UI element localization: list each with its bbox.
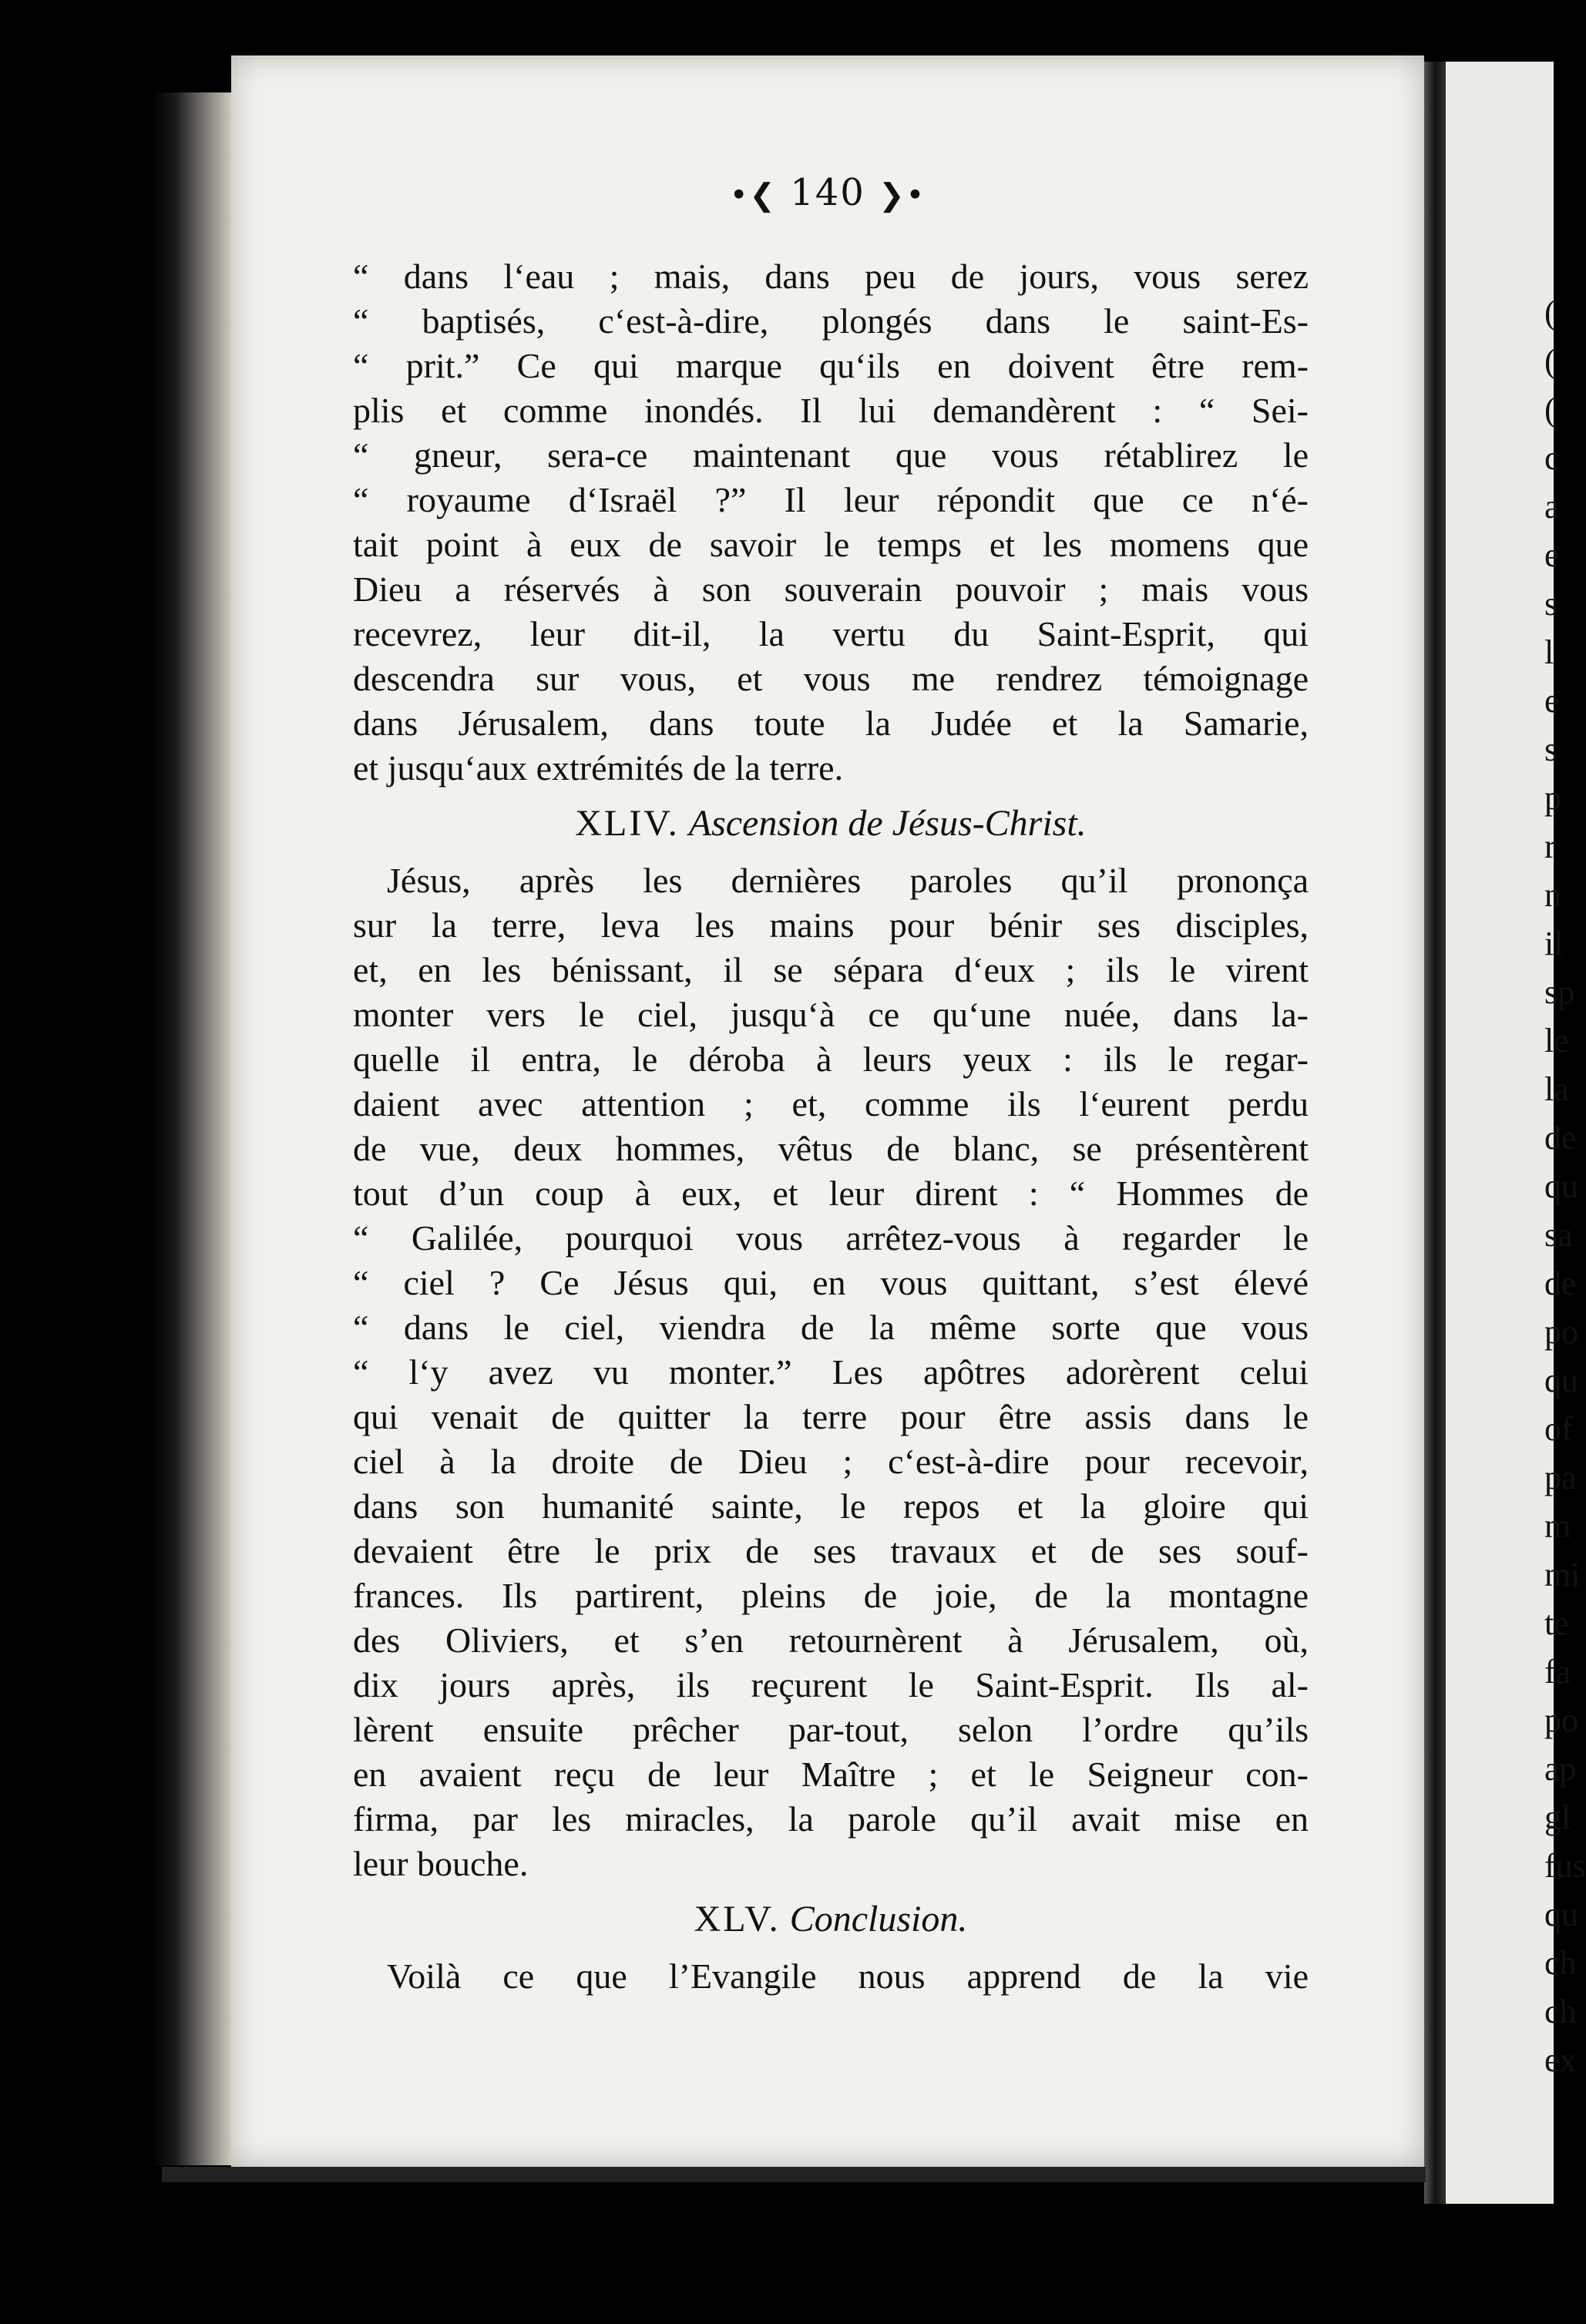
book-gutter — [1424, 62, 1446, 2204]
facing-page-fragment: ch — [1544, 1944, 1577, 1982]
text-line: “ dans le ciel, viendra de la même sorte que vous — [353, 1308, 1309, 1347]
facing-page-fragment: qu — [1544, 1362, 1578, 1399]
section-title: Conclusion. — [789, 1899, 968, 1939]
page-number: 140 — [790, 171, 865, 214]
facing-page-fragment: ( — [1544, 391, 1556, 428]
facing-page-fragment: ( — [1544, 342, 1556, 380]
section-heading-45 — [353, 1897, 1309, 1942]
text-line: dix jours après, ils reçurent le Saint-Esprit. Ils al- — [353, 1665, 1309, 1704]
text-line: des Oliviers, et s’en retournèrent à Jérusalem, où, — [353, 1620, 1309, 1660]
text-line: “ Galilée, pourquoi vous arrêtez-vous à regarder le — [353, 1218, 1309, 1258]
text-line: de vue, deux hommes, vêtus de blanc, se présentèrent — [353, 1129, 1309, 1168]
facing-page-fragment: e — [1544, 536, 1560, 574]
facing-page-fragment: l — [1544, 633, 1554, 671]
text-line: frances. Ils partirent, pleins de joie, de la montagne — [353, 1576, 1309, 1615]
facing-page-fragment: a — [1544, 488, 1560, 526]
facing-page-fragment: mi — [1544, 1556, 1581, 1594]
text-line: leur bouche. — [353, 1844, 529, 1883]
text-line: dans Jérusalem, dans toute la Judée et la Samarie, — [353, 704, 1309, 743]
page-bottom-edge — [162, 2167, 1426, 2182]
paragraph-3 — [353, 1954, 1309, 1999]
facing-page-fragment: fa — [1544, 1653, 1571, 1691]
text-line: plis et comme inondés. Il lui demandèrent : “ Sei- — [353, 391, 1309, 430]
ornament-left-icon: •❮ — [729, 177, 777, 213]
facing-page-fragment: po — [1544, 1701, 1578, 1739]
text-line: “ royaume d‘Israël ?” Il leur répondit que ce n‘é- — [353, 480, 1309, 519]
facing-page-edge — [1446, 62, 1554, 2204]
facing-page-fragment: ch — [1544, 1993, 1577, 2030]
facing-page-fragment: sa — [1544, 1216, 1573, 1254]
facing-page-fragment: le — [1544, 1022, 1569, 1060]
section-number: XLV. — [694, 1899, 781, 1939]
section-number: XLIV. — [575, 803, 680, 844]
section-title: Ascension de Jésus-Christ. — [688, 803, 1087, 844]
text-line: quelle il entra, le déroba à leurs yeux : ils le regar- — [353, 1039, 1309, 1079]
text-line: en avaient reçu de leur Maître ; et le Seigneur con- — [353, 1755, 1309, 1794]
facing-page-fragment: ex — [1544, 2041, 1577, 2079]
facing-page-fragment: n — [1544, 876, 1561, 914]
facing-page-fragment: sp — [1544, 973, 1575, 1011]
text-line: lèrent ensuite prêcher par-tout, selon l’ordre qu’ils — [353, 1710, 1309, 1749]
text-line: et, en les bénissant, il se sépara d‘eux ; ils le virent — [353, 950, 1309, 989]
facing-page-fragment: s — [1544, 585, 1558, 623]
facing-page-fragment: qu — [1544, 1896, 1578, 1933]
text-line: “ dans l‘eau ; mais, dans peu de jours, vous serez — [353, 257, 1309, 296]
text-line: “ gneur, sera-ce maintenant que vous rétablirez le — [353, 435, 1309, 475]
facing-page-fragment: fus — [1544, 1847, 1586, 1885]
page-body — [353, 254, 1309, 1999]
text-line: firma, par les miracles, la parole qu’il avait mise en — [353, 1799, 1309, 1839]
facing-page-fragment: de — [1544, 1264, 1577, 1302]
text-line: Dieu a réservés à son souverain pouvoir ; mais vous — [353, 569, 1309, 609]
text-line: tait point à eux de savoir le temps et les momens que — [353, 525, 1309, 564]
ornament-right-icon: ❯• — [879, 177, 926, 213]
facing-page-fragment: la — [1544, 1070, 1569, 1108]
text-line: tout d’un coup à eux, et leur dirent : “ Hommes de — [353, 1174, 1309, 1213]
facing-page-fragment: ap — [1544, 1750, 1577, 1788]
facing-page-fragment: s — [1544, 730, 1558, 768]
section-heading-44 — [353, 801, 1309, 846]
text-line: Jésus, après les dernières paroles qu’il prononça — [387, 861, 1309, 900]
text-line: qui venait de quitter la terre pour être assis dans le — [353, 1397, 1309, 1436]
facing-page-fragment: m — [1544, 1507, 1571, 1545]
facing-page-fragment: il — [1544, 925, 1564, 962]
text-line: sur la terre, leva les mains pour bénir ses disciples, — [353, 905, 1309, 945]
facing-page-fragment: p — [1544, 779, 1561, 817]
facing-page-fragment: gl — [1544, 1798, 1571, 1836]
page-header — [231, 171, 1424, 214]
text-line: devaient être le prix de ses travaux et de ses souf- — [353, 1531, 1309, 1570]
text-line: descendra sur vous, et vous me rendrez témoignage — [353, 659, 1309, 698]
facing-page-fragment: de — [1544, 1119, 1577, 1157]
text-line: “ l‘y avez vu monter.” Les apôtres adorèrent celui — [353, 1352, 1309, 1392]
text-line: “ prit.” Ce qui marque qu‘ils en doivent être rem- — [353, 346, 1309, 385]
text-line: “ ciel ? Ce Jésus qui, en vous quittant, s’est élevé — [353, 1263, 1309, 1302]
facing-page-fragment: ( — [1544, 294, 1556, 331]
paragraph-1 — [353, 254, 1309, 791]
facing-page-fragment: qu — [1544, 1167, 1578, 1205]
facing-page-fragment: c — [1544, 439, 1560, 477]
text-line: ciel à la droite de Dieu ; c‘est-à-dire pour recevoir, — [353, 1442, 1309, 1481]
text-line: recevrez, leur dit-il, la vertu du Saint-Esprit, qui — [353, 614, 1309, 653]
text-line: dans son humanité sainte, le repos et la gloire qui — [353, 1486, 1309, 1526]
page-left-edge — [151, 92, 231, 2165]
facing-page-fragment: te — [1544, 1604, 1569, 1642]
text-line: daient avec attention ; et, comme ils l‘eurent perdu — [353, 1084, 1309, 1123]
paragraph-2 — [353, 858, 1309, 1886]
facing-page-fragment: of — [1544, 1410, 1573, 1448]
facing-page-fragment: po — [1544, 1313, 1578, 1351]
text-line: monter vers le ciel, jusqu‘à ce qu‘une nuée, dans la- — [353, 995, 1309, 1034]
text-line: “ baptisés, c‘est-à-dire, plongés dans le saint-Es- — [353, 301, 1309, 341]
facing-page-fragment: e — [1544, 682, 1560, 720]
facing-page-fragment: pa — [1544, 1459, 1577, 1496]
text-line: et jusqu‘aux extrémités de la terre. — [353, 748, 844, 788]
facing-page-fragment: r — [1544, 828, 1556, 865]
text-line: Voilà ce que l’Evangile nous apprend de la vie — [387, 1956, 1309, 1996]
